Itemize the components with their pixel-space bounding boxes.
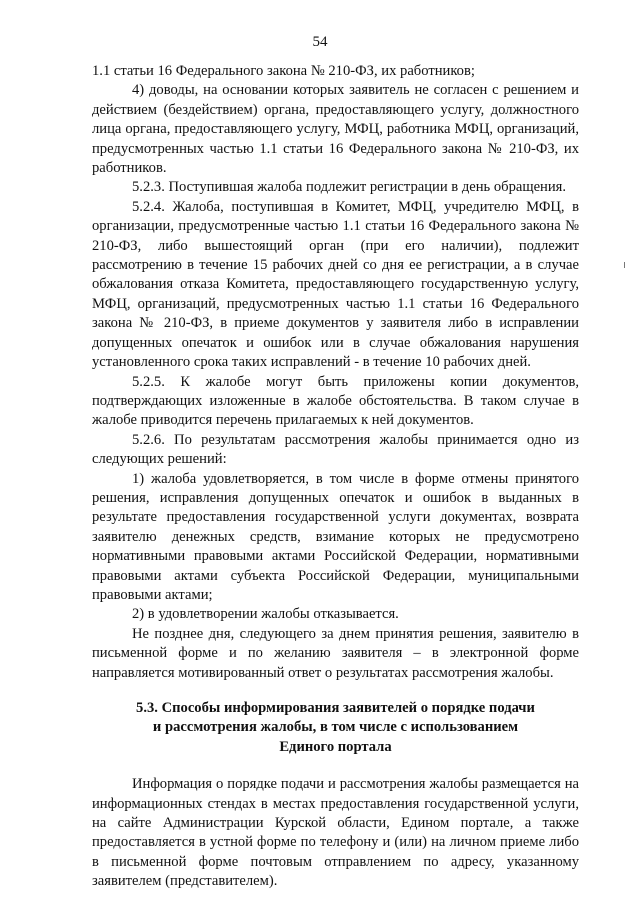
page-number: 54 [312, 34, 328, 50]
paragraph-5-2-4: 5.2.4. Жалоба, поступившая в Комитет, МФЦ, учредителю МФЦ, в организации, предусмотренные частью 1.1 статьи 16 Федерального закона № 210-ФЗ, либо вышестоящий орган (при его наличии), подлежит рассмотрению в течение 15 рабочих дней со дня ее регистрации, а в случае обжалования отказа Комитета, предоставляющего государственную услугу, МФЦ, организаций, предусмотренных частью 1.1 статьи 16 Федерального закона № 210-ФЗ, в приеме документов у заявителя либо в исправлении допущенных опечаток и ошибок или в случае обжалования нарушения установленного срока таких исправлений - в течение 10 рабочих дней. [92, 198, 579, 371]
paragraph-item-4: 4) доводы, на основании которых заявитель не согласен с решением и действием (бездействием) органа, предоставляющего услугу, должностного лица органа, предоставляющего услугу, МФЦ, работника МФЦ, организаций, предусмотренных частью 1.1 статьи 16 Федерального закона № 210-ФЗ, их работников. [92, 82, 579, 177]
section-heading-line-2: и рассмотрения жалобы, в том числе с использованием [152, 719, 519, 736]
section-heading-line-3: Единого портала [279, 738, 392, 755]
margin-mark [624, 262, 625, 268]
paragraph-5-2-6: 5.2.6. По результатам рассмотрения жалобы принимается одно из следующих решений: [92, 431, 579, 468]
paragraph-continuation: 1.1 статьи 16 Федерального закона № 210-ФЗ, их работников; [92, 63, 475, 79]
paragraph-response-deadline: Не позднее дня, следующего за днем принятия решения, заявителю в письменной форме и по желанию заявителя – в электронной форме направляется мотивированный ответ о результатах рассмотрения жалобы. [92, 625, 579, 681]
section-heading-line-1: 5.3. Способы информирования заявителей о порядке подачи [136, 700, 535, 716]
document-body [92, 62, 579, 892]
paragraph-5-2-3: 5.2.3. Поступившая жалоба подлежит регистрации в день обращения. [132, 179, 567, 196]
paragraph-5-2-5: 5.2.5. К жалобе могут быть приложены копии документов, подтверждающих изложенные в жалобе обстоятельства. В таком случае в жалобе приводится перечень прилагаемых к ней документов. [92, 373, 579, 429]
paragraph-decision-1: 1) жалоба удовлетворяется, в том числе в форме отмены принятого решения, исправления допущенных опечаток и ошибок в выданных в результате предоставления государственной услуги документах, возврата заявителю денежных средств, взимание которых не предусмотрено нормативными правовыми актами Российской Федерации, нормативными правовыми актами субъекта Российской Федерации, муниципальными правовыми актами; [92, 470, 579, 603]
paragraph-information: Информация о порядке подачи и рассмотрения жалобы размещается на информационных стендах в местах предоставления государственной услуги, на сайте Администрации Курской области, Едином портале, а также предоставляется в устной форме по телефону и (или) на личном приеме либо в письменной форме почтовым отправлением по адресу, указанному заявителем (представителем). [92, 776, 579, 890]
section-heading-5-3 [92, 699, 579, 757]
paragraph-decision-2: 2) в удовлетворении жалобы отказывается. [132, 606, 399, 623]
